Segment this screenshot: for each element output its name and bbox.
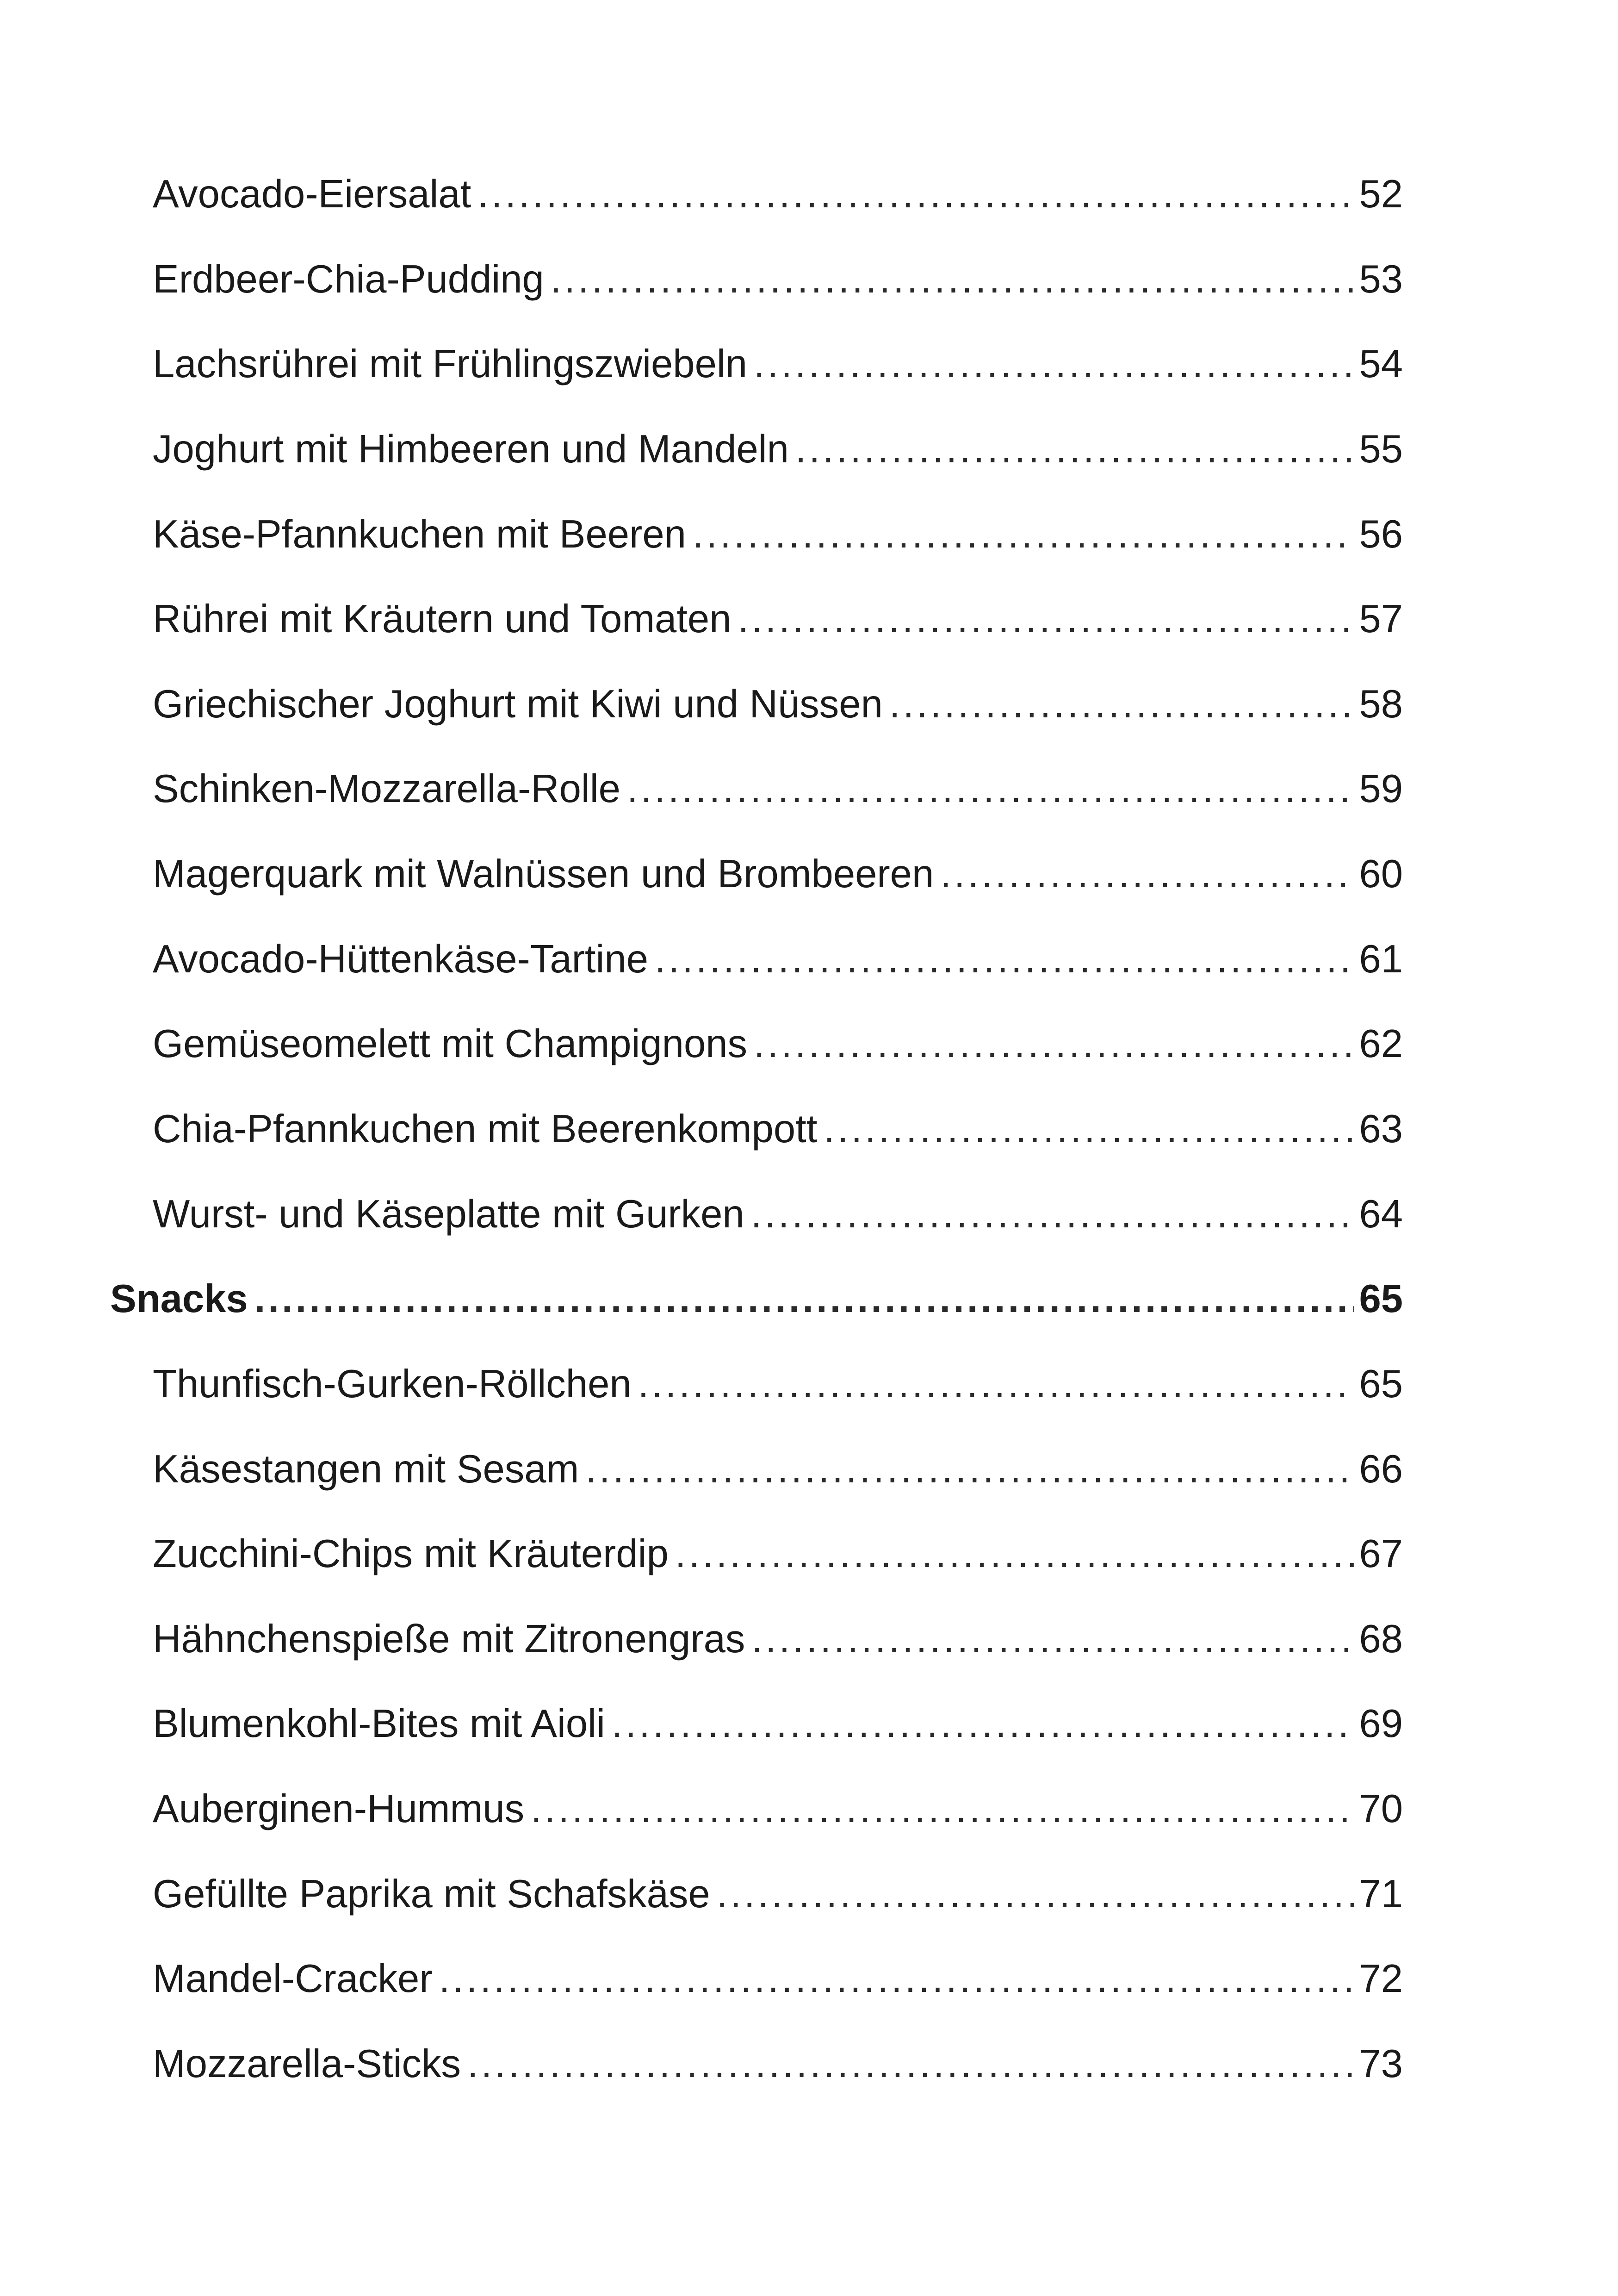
toc-entry-title: Lachsrührei mit Frühlingszwiebeln xyxy=(153,342,748,386)
toc-entry[interactable] xyxy=(153,1354,1403,1414)
dot-leader xyxy=(824,1099,1354,1159)
dot-leader xyxy=(655,929,1354,989)
toc-page-number: 67 xyxy=(1359,1532,1403,1576)
toc-entry-title: Erdbeer-Chia-Pudding xyxy=(153,257,544,301)
toc-entry-title: Hähnchenspieße mit Zitronengras xyxy=(153,1617,745,1661)
toc-page-number: 52 xyxy=(1359,172,1403,216)
toc-entry-title: Blumenkohl-Bites mit Aioli xyxy=(153,1702,605,1746)
toc-page-number: 53 xyxy=(1359,257,1403,301)
toc-entry-title: Auberginen-Hummus xyxy=(153,1787,525,1831)
toc-entry-title: Schinken-Mozzarella-Rolle xyxy=(153,767,620,811)
toc-page-number: 55 xyxy=(1359,427,1403,471)
dot-leader xyxy=(940,844,1354,904)
toc-entry-title: Avocado-Hüttenkäse-Tartine xyxy=(153,937,648,981)
toc-page-number: 58 xyxy=(1359,682,1403,726)
toc-page-number: 66 xyxy=(1359,1447,1403,1491)
toc-page-number: 59 xyxy=(1359,767,1403,811)
toc-entry-title: Mandel-Cracker xyxy=(153,1957,433,2001)
toc-entry[interactable] xyxy=(153,1694,1403,1754)
toc-entry[interactable] xyxy=(153,1864,1403,1924)
dot-leader xyxy=(754,334,1354,394)
toc-entry[interactable] xyxy=(153,759,1403,819)
toc-page-number: 70 xyxy=(1359,1787,1403,1831)
toc-page-number: 73 xyxy=(1359,2042,1403,2086)
toc-page-number: 56 xyxy=(1359,512,1403,556)
toc-page-number: 54 xyxy=(1359,342,1403,386)
dot-leader xyxy=(638,1354,1355,1414)
toc-entry[interactable] xyxy=(153,1524,1403,1584)
dot-leader xyxy=(751,1184,1355,1244)
toc-entry-title: Chia-Pfannkuchen mit Beerenkompott xyxy=(153,1107,818,1151)
toc-page-number: 72 xyxy=(1359,1957,1403,2001)
toc-entry-title: Thunfisch-Gurken-Röllchen xyxy=(153,1362,632,1406)
toc-entry[interactable] xyxy=(153,1779,1403,1839)
toc-entry-title: Gemüseomelett mit Champignons xyxy=(153,1022,748,1066)
dot-leader xyxy=(254,1269,1355,1329)
toc-entry[interactable] xyxy=(153,1439,1403,1500)
dot-leader xyxy=(439,1949,1355,2009)
toc-page-number: 69 xyxy=(1359,1702,1403,1746)
dot-leader xyxy=(738,589,1354,649)
toc-entry[interactable] xyxy=(153,589,1403,649)
toc-entry[interactable] xyxy=(153,1184,1403,1244)
dot-leader xyxy=(551,249,1355,310)
toc-entry[interactable] xyxy=(153,504,1403,565)
dot-leader xyxy=(717,1864,1355,1924)
dot-leader xyxy=(467,2034,1354,2094)
toc-page-number: 63 xyxy=(1359,1107,1403,1151)
toc-page-number: 60 xyxy=(1359,852,1403,896)
dot-leader xyxy=(751,1609,1354,1669)
toc-entry[interactable] xyxy=(153,334,1403,394)
toc-entry[interactable] xyxy=(153,674,1403,734)
toc-entry-title: Avocado-Eiersalat xyxy=(153,172,471,216)
toc-page-number: 61 xyxy=(1359,937,1403,981)
toc-section-heading[interactable] xyxy=(110,1269,1403,1329)
dot-leader xyxy=(675,1524,1355,1584)
toc-entry[interactable] xyxy=(153,1609,1403,1669)
toc-entry[interactable] xyxy=(153,2034,1403,2094)
toc-entry-title: Joghurt mit Himbeeren und Mandeln xyxy=(153,427,789,471)
toc-section-title: Snacks xyxy=(110,1277,248,1321)
dot-leader xyxy=(754,1014,1354,1074)
dot-leader xyxy=(477,164,1354,224)
toc-page-number: 65 xyxy=(1359,1362,1403,1406)
toc-entry[interactable] xyxy=(153,929,1403,989)
toc-entry-title: Wurst- und Käseplatte mit Gurken xyxy=(153,1192,744,1236)
toc-entry-title: Gefüllte Paprika mit Schafskäse xyxy=(153,1872,710,1916)
dot-leader xyxy=(693,504,1355,565)
dot-leader xyxy=(531,1779,1354,1839)
dot-leader xyxy=(795,419,1355,479)
toc-page-number: 68 xyxy=(1359,1617,1403,1661)
toc-page-number: 65 xyxy=(1359,1277,1403,1321)
toc-page-number: 57 xyxy=(1359,597,1403,641)
dot-leader xyxy=(889,674,1355,734)
dot-leader xyxy=(585,1439,1354,1500)
toc-entry-title: Rührei mit Kräutern und Tomaten xyxy=(153,597,732,641)
toc-entry[interactable] xyxy=(153,164,1403,224)
toc-entry-title: Käse-Pfannkuchen mit Beeren xyxy=(153,512,686,556)
toc-entry[interactable] xyxy=(153,1014,1403,1074)
toc-entry-title: Zucchini-Chips mit Kräuterdip xyxy=(153,1532,669,1576)
dot-leader xyxy=(627,759,1355,819)
toc-entry[interactable] xyxy=(153,249,1403,310)
toc-entry-title: Griechischer Joghurt mit Kiwi und Nüssen xyxy=(153,682,883,726)
toc-page-number: 71 xyxy=(1359,1872,1403,1916)
toc-entry[interactable] xyxy=(153,1099,1403,1159)
dot-leader xyxy=(612,1694,1355,1754)
toc-entry[interactable] xyxy=(153,1949,1403,2009)
toc-entry-title: Mozzarella-Sticks xyxy=(153,2042,461,2086)
toc-entry-title: Magerquark mit Walnüssen und Brombeeren xyxy=(153,852,934,896)
toc-page-number: 62 xyxy=(1359,1022,1403,1066)
toc-entry-title: Käsestangen mit Sesam xyxy=(153,1447,579,1491)
toc-entry[interactable] xyxy=(153,844,1403,904)
toc-entry[interactable] xyxy=(153,419,1403,479)
toc-page-number: 64 xyxy=(1359,1192,1403,1236)
